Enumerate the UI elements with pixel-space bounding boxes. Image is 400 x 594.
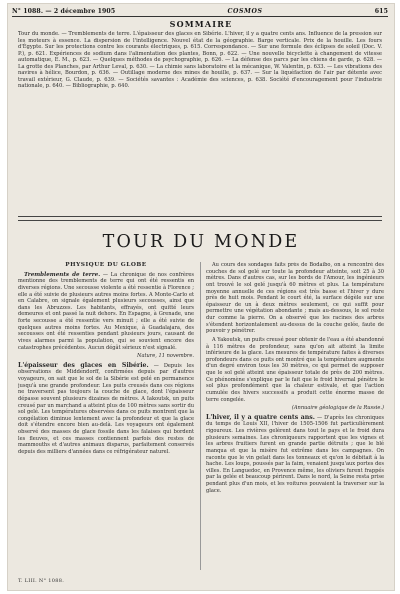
issue-date: N° 1088. — 2 décembre 1905 <box>12 7 116 15</box>
article-paragraph: Au cours des sondages faits près de Bodaibo, on a rencontré des couches de sol gelé sur toute la profondeur atteinte, soit 25 à 30 mètres. Dans d'autres cas, sur les bords de l'Amour, les ingénieurs ont trouvé le sol gelé jusqu'à 60 mètres et plus. La température moyenne annuelle de ces régions est très basse et l'hiver y dure près de huit mois. Pendant le court été, la surface dégèle sur une épaisseur de un à deux mètres seulement, ce qui suffit pour permettre une végétation abondante ; mais au-dessous, le sol reste dur comme la pierre. On a observé que les racines des arbres s'étendent horizontalement au-dessus de la couche gelée, faute de pouvoir y pénétrer. <box>206 262 384 335</box>
sommaire-text: Tour du monde. — Tremblements de terre. L'épaisseur des glaces en Sibérie. L'hiver, il y a quatre cents ans. Influence de la pression sur les moteurs à essence. La dispersion de l'intelligence. Nouvel état de la géographie. Barge verticale. Prix de la houille. Les fours d'Égypte. Sur les protections contre les courants électriques, p. 615. Correspondance. — Sur une formule des éclipses de soleil (Doc. V. P.), p. 621. Expériences de sodium dans l'alimentation des plantes, Bonn, p. 622. — Une nouvelle bicyclette à changement de vitesse automatique, E. M., p. 623. — Quelques méthodes de psychographie, p. 626. — La défense des parcs par les chiens de garde, p. 628. — La grotte des Planches, par Arthur Leval, p. 630. — La chimie sans laboratoire et la mécanique, W. Valentin, p. 633. — Les vibrations des navires à hélice, Bourdon, p. 636. — Outillage moderne des mines de houille, p. 637. — Sur la liquéfaction de l'air par détente avec travail extérieur, G. Claude, p. 639. — Sociétés savantes : Académie des sciences, p. 638. Société d'encouragement pour l'industrie nationale, p. 640. — Bibliographie, p. 640. <box>18 31 382 90</box>
article-paragraph <box>206 415 384 495</box>
article-text: — Depuis les observations de Middendorff, confirmées depuis par d'autres voyageurs, on sait que le sol de la Sibérie est gelé en permanence jusqu'à une grande profondeur. Les puits creusés dans ces régions ne traversent pas toujours la couche de glace, dont l'épaisseur dépasse souvent plusieurs dizaines de mètres. A Iakoutsk, un puits creusé par un marchand a atteint plus de 100 mètres sans sortir du sol gelé. Les températures observées dans ce puits montrent que la congélation diminue lentement avec la profondeur et que la glace doit s'étendre encore bien au-delà. Les voyageurs ont également observé des masses de glace fossile dans les falaises qui bordent les fleuves, et ces masses contiennent parfois des restes de mammouths et d'autres animaux disparus, parfaitement conservés depuis des milliers d'années dans ce réfrigérateur naturel. <box>18 362 194 455</box>
article-paragraph: A Yakoutsk, un puits creusé pour obtenir de l'eau a été abandonné à 116 mètres de profondeur, sans qu'on ait atteint la limite inférieure de la glace. Les mesures de température faites à diverses profondeurs dans ce puits ont montré que la température augmente d'un degré environ tous les 30 mètres, ce qui permet de supposer que le sol gelé atteint une épaisseur totale de près de 200 mètres. Ce phénomène s'explique par le fait que le froid hivernal pénètre le sol plus profondément que la chaleur estivale, et que l'action cumulée des hivers successifs a produit cette énorme masse de terre congelée. <box>206 336 384 403</box>
page-header <box>12 6 388 17</box>
article-text: — D'après les chroniques du temps de Louis XII, l'hiver de 1505-1506 fut particulièrement rigoureux. Les rivières gelèrent dans tout le pays et le froid dura plusieurs semaines. Les chroniqueurs rapportent que les vignes et les arbres fruitiers furent en grande partie détruits ; que le blé manqua et que la misère fut extrême dans les campagnes. On raconte que le vin gelait dans les tonneaux et qu'on le débitait à la hache. Les loups, poussés par la faim, venaient jusqu'aux portes des villes. En Languedoc, en Provence même, les oliviers furent frappés par la gelée et beaucoup périrent. Dans le nord, la Seine resta prise pendant plus d'un mois, et les voitures pouvaient la traverser sur la glace. <box>206 414 384 494</box>
left-column <box>18 262 194 572</box>
divider-rule <box>18 220 382 221</box>
article-signature: Nature, 11 novembre. <box>136 353 194 360</box>
article-paragraph <box>18 363 194 456</box>
document-page <box>8 4 394 590</box>
sommaire-title: SOMMAIRE <box>169 19 233 29</box>
article-lead: Tremblements de terre. <box>24 271 101 278</box>
article-lead: L'épaisseur des glaces en Sibérie. <box>18 361 149 369</box>
article-paragraph <box>18 272 194 352</box>
section-heading: PHYSIQUE DU GLOBE <box>65 262 147 268</box>
article-signature: (Annuaire géologique de la Russie.) <box>291 405 384 412</box>
page-number: 615 <box>374 7 388 15</box>
section-title: TOUR DU MONDE <box>102 232 300 252</box>
journal-name: COSMOS <box>227 7 263 15</box>
page-footer: T. LIII. N° 1088. <box>18 578 65 584</box>
column-divider <box>200 262 201 570</box>
divider-rule <box>18 216 382 217</box>
right-column <box>206 262 384 572</box>
article-text: — La chronique de nos confrères mentionne des tremblements de terre qui ont été ressentis en diverses régions. Une secousse violente a été ressentie à Florence ; elle a été suivie de plusieurs autres moins fortes. A Monte-Carlo et en Calabre, on signale également plusieurs secousses, ainsi que dans les Abruzzes. Les habitants, effrayés, ont quitté leurs demeures et ont passé la nuit dehors. En Espagne, à Grenade, une forte secousse a été ressentie vers minuit ; elle a été suivie de quelques autres moins fortes. Au Mexique, à Guadalajara, des secousses ont été ressenties pendant plusieurs jours, causant de vives alarmes parmi la population, qui se souvient encore des catastrophes précédentes. Aucun dégât sérieux n'est signalé. <box>18 271 194 351</box>
article-lead: L'hiver, il y a quatre cents ans. <box>206 413 315 421</box>
